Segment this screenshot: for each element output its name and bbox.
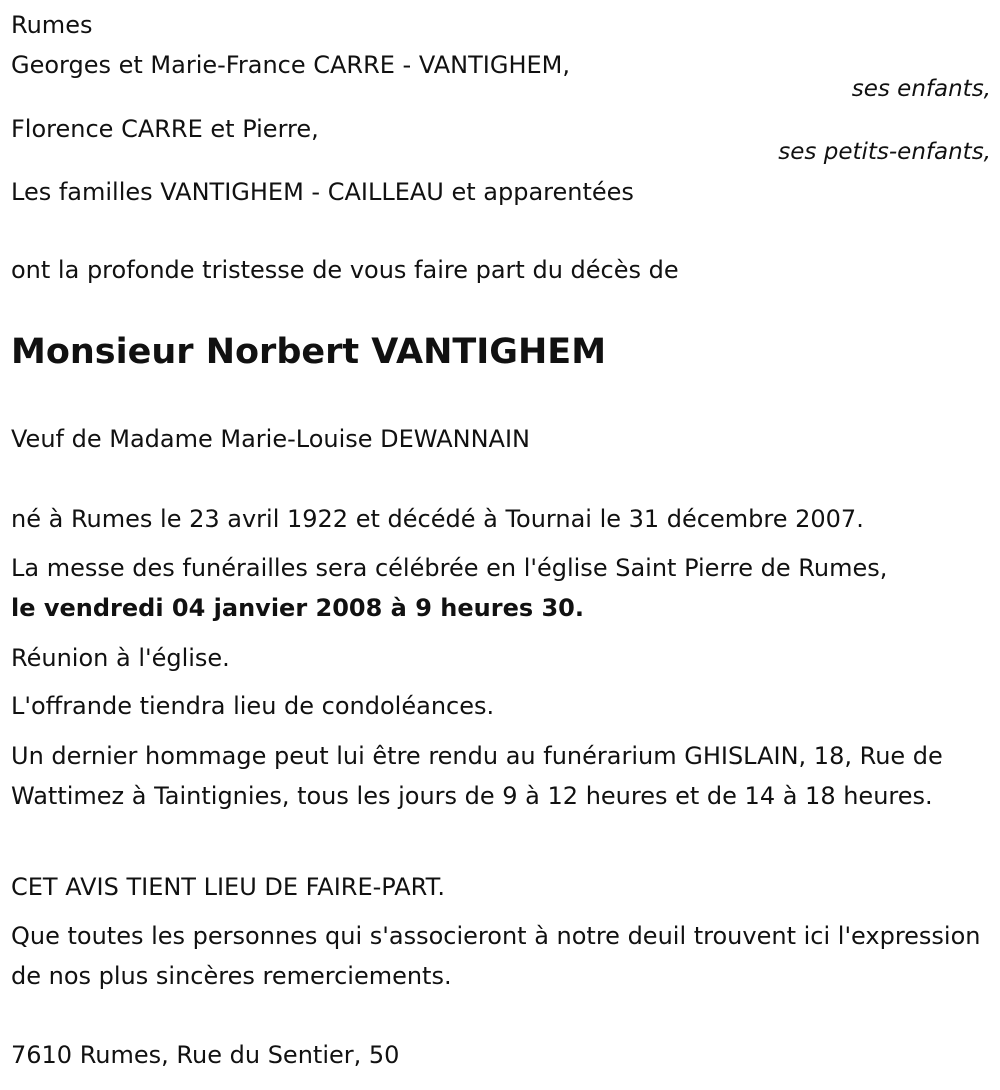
children-names: Georges et Marie-France CARRE - VANTIGHEM, (11, 51, 570, 79)
grandchildren-role: ses petits-enfants, (778, 139, 991, 165)
notice: CET AVIS TIENT LIEU DE FAIRE-PART. (11, 873, 446, 901)
announcement: ont la profonde tristesse de vous faire part du décès de (11, 256, 679, 284)
location: Rumes (11, 11, 93, 39)
deceased-name: Monsieur Norbert VANTIGHEM (11, 332, 607, 372)
birth-death: né à Rumes le 23 avril 1922 et décédé à Tournai le 31 décembre 2007. (11, 505, 864, 533)
tribute: Un dernier hommage peut lui être rendu au funérarium GHISLAIN, 18, Rue de Wattimez à Taintignies, tous les jours de 9 à 12 heures et de 14 à 18 heures. (11, 742, 943, 810)
funeral-mass: La messe des funérailles sera célébrée en l'église Saint Pierre de Rumes, (11, 554, 888, 582)
widower-of: Veuf de Madame Marie-Louise DEWANNAIN (11, 425, 530, 453)
families: Les familles VANTIGHEM - CAILLEAU et apparentées (11, 178, 634, 206)
address: 7610 Rumes, Rue du Sentier, 50 (11, 1041, 400, 1069)
grandchildren-names: Florence CARRE et Pierre, (11, 115, 319, 143)
children-role: ses enfants, (851, 76, 991, 102)
offering: L'offrande tiendra lieu de condoléances. (11, 692, 495, 720)
meeting: Réunion à l'église. (11, 644, 230, 672)
obituary-notice (11, 0, 991, 1090)
thanks: Que toutes les personnes qui s'associeront à notre deuil trouvent ici l'expression de nos plus sincères remerciements. (11, 922, 981, 990)
funeral-date: le vendredi 04 janvier 2008 à 9 heures 30. (11, 594, 584, 622)
